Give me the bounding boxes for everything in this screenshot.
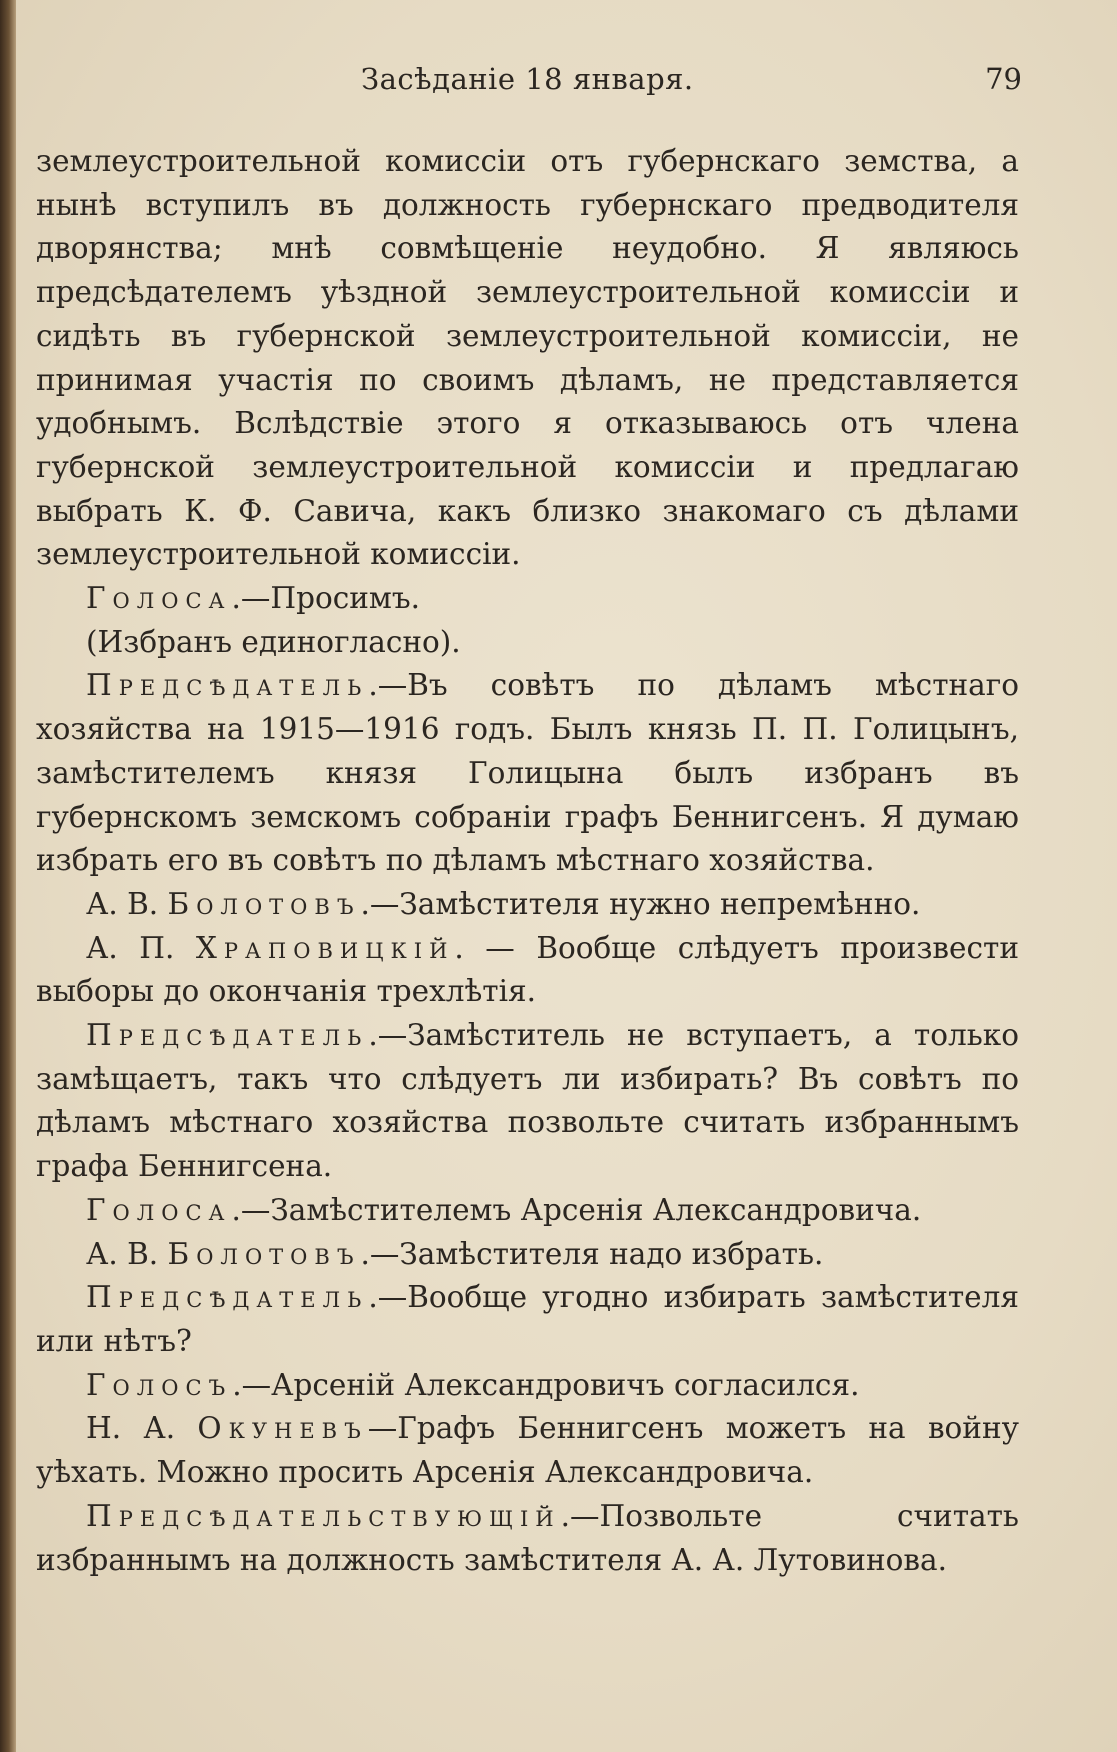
page-number: 79	[985, 62, 1022, 96]
speech-text: —Графъ Беннигсенъ можетъ на войну уѣхать. Можно просить Арсенія Александровича.	[36, 1411, 1019, 1490]
paragraph	[36, 621, 1019, 665]
paragraph	[36, 1233, 1019, 1277]
paragraph	[36, 1014, 1019, 1189]
header-title: Засѣданіе 18 января.	[361, 62, 694, 96]
paragraph	[36, 140, 1019, 577]
speaker-initials: А. В.	[86, 886, 168, 921]
speech-text: .—Просимъ.	[231, 581, 420, 616]
speech-text: .—Арсеній Александровичъ согласился.	[232, 1367, 860, 1402]
speaker-name: Предсѣдатель	[86, 1280, 369, 1315]
paragraph	[36, 1189, 1019, 1233]
speech-text: .—Въ совѣтъ по дѣламъ мѣстнаго хозяйства на 1915—1916 годъ. Былъ князь П. П. Голицынъ, замѣстителемъ князя Голицына былъ избранъ въ губернскомъ земскомъ собраніи графъ Беннигсенъ. Я думаю избрать его въ совѣтъ по дѣламъ мѣстнаго хозяйства.	[36, 668, 1019, 878]
speech-text: .—Замѣститель не вступаетъ, а только замѣщаетъ, такъ что слѣдуетъ ли избирать? Въ совѣтъ по дѣламъ мѣстнаго хозяйства позвольте считать избраннымъ графа Беннигсена.	[36, 1018, 1019, 1184]
speaker-name: Голоса	[86, 1192, 232, 1227]
speaker-name: Окуневъ	[197, 1411, 368, 1446]
body-text	[36, 140, 1019, 1582]
speech-text: .—Позвольте считать избраннымъ на должность замѣстителя А. А. Лутовинова.	[36, 1498, 1019, 1577]
speaker-name: Голосъ	[86, 1367, 233, 1402]
running-header	[36, 62, 1056, 112]
paragraph	[36, 883, 1019, 927]
speaker-name: Храповицкій	[195, 930, 455, 965]
speaker-initials: Н. А.	[86, 1411, 198, 1446]
speech-text: .—Замѣстителя надо избрать.	[360, 1236, 824, 1271]
paragraph-text: землеустроительной комиссіи отъ губернскаго земства, а нынѣ вступилъ въ должность губернскаго предводителя дворянства; мнѣ совмѣщеніе неудобно. Я являюсь предсѣдателемъ уѣздной землеустроительной комиссіи и сидѣть въ губернской землеустроительной комиссіи, не принимая участія по своимъ дѣламъ, не представляется удобнымъ. Вслѣдствіе этого я отказываюсь отъ члена губернской землеустроительной комиссіи и предлагаю выбрать К. Ф. Савича, какъ близко знакомаго съ дѣлами землеустроительной комиссіи.	[36, 144, 1019, 572]
speaker-initials: А. В.	[86, 1236, 168, 1271]
paragraph	[36, 927, 1019, 1014]
speaker-name: Болотовъ	[167, 886, 361, 921]
speaker-initials: А. П.	[86, 930, 196, 965]
paragraph	[36, 664, 1019, 883]
speech-text: .—Замѣстителя нужно непремѣнно.	[360, 886, 921, 921]
speaker-name: Голоса	[86, 581, 232, 616]
paragraph	[36, 577, 1019, 621]
speaker-name: Предсѣдатель	[86, 1018, 369, 1053]
speaker-name: Болотовъ	[167, 1236, 361, 1271]
paragraph	[36, 1364, 1019, 1408]
paragraph	[36, 1495, 1019, 1582]
speech-text: . — Вообще слѣдуетъ произвести выборы до окончанія трехлѣтія.	[36, 930, 1019, 1009]
speaker-name: Предсѣдательствующій	[86, 1498, 561, 1533]
binding-edge	[0, 0, 16, 1752]
speech-text: .—Замѣстителемъ Арсенія Александровича.	[231, 1192, 922, 1227]
paragraph	[36, 1276, 1019, 1363]
paragraph-text: (Избранъ единогласно).	[86, 624, 461, 659]
paragraph	[36, 1407, 1019, 1494]
speech-text: .—Вообще угодно избирать замѣстителя или нѣтъ?	[36, 1280, 1019, 1358]
speaker-name: Предсѣдатель	[86, 668, 369, 703]
